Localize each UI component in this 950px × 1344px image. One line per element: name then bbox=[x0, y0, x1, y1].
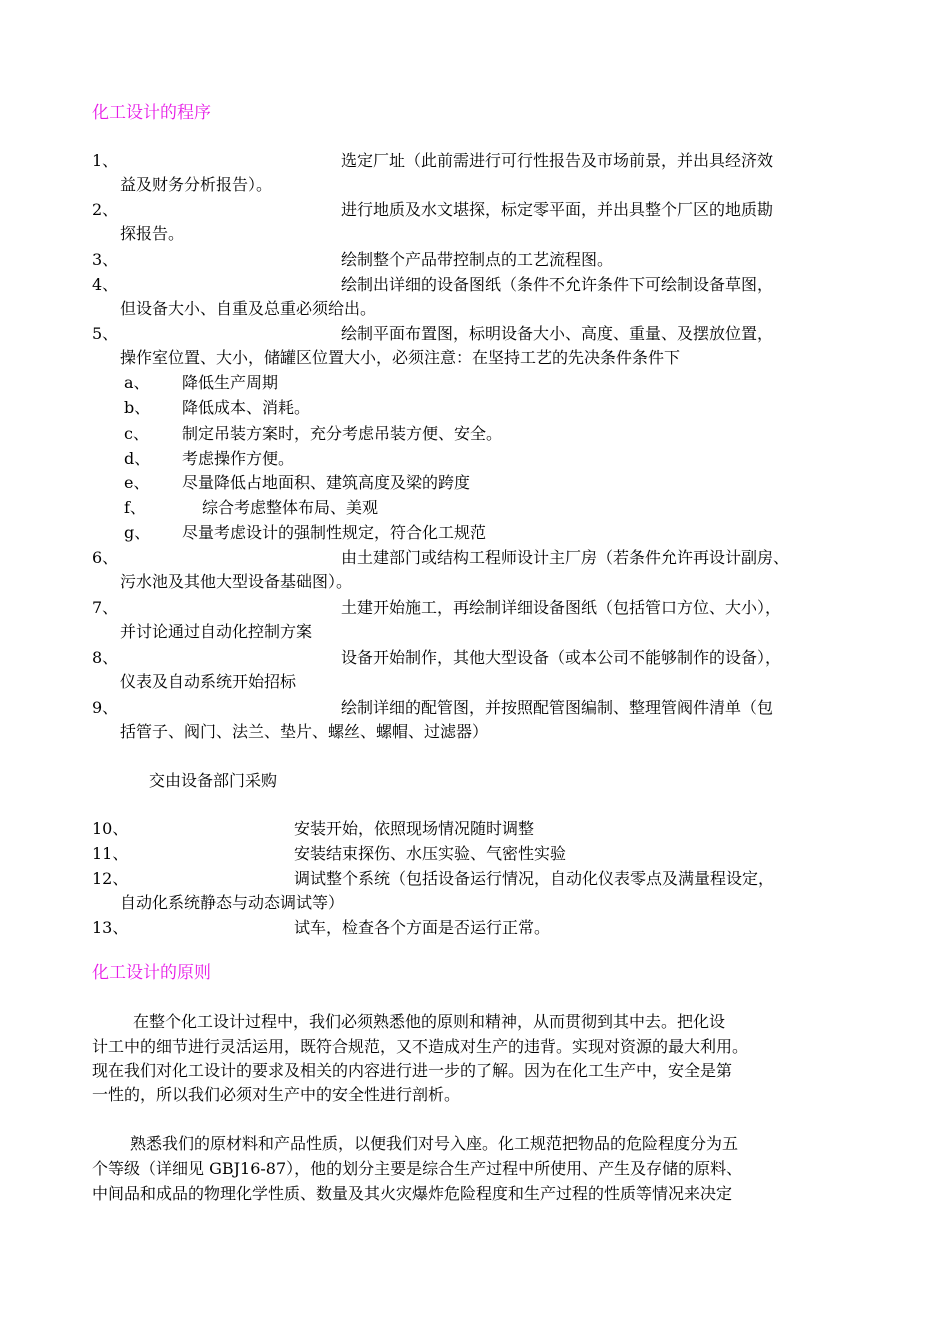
paragraph-line: 计工中的细节进行灵活运用，既符合规范，又不造成对生产的违背。实现对资源的最大利用。 bbox=[92, 1037, 749, 1056]
step-text-continued: 自动化系统静态与动态调试等） bbox=[120, 893, 345, 912]
step-number: 1、 bbox=[92, 151, 119, 170]
procurement-note: 交由设备部门采购 bbox=[149, 771, 278, 790]
subitem-text: 尽量考虑设计的强制性规定，符合化工规范 bbox=[182, 523, 487, 542]
step-number: 11、 bbox=[92, 844, 129, 863]
step-text: 土建开始施工，再绘制详细设备图纸（包括管口方位、大小）， bbox=[341, 598, 782, 617]
step-number: 10、 bbox=[92, 819, 129, 838]
section-title-design-principles: 化工设计的原则 bbox=[92, 963, 211, 983]
paragraph-line: 现在我们对化工设计的要求及相关的内容进行进一步的了解。因为在化工生产中，安全是第 bbox=[92, 1061, 733, 1080]
step-text: 试车，检查各个方面是否运行正常。 bbox=[294, 918, 551, 937]
step-text-continued: 益及财务分析报告）。 bbox=[120, 175, 273, 194]
step-text-continued: 仪表及自动系统开始招标 bbox=[120, 672, 297, 691]
step-number: 3、 bbox=[92, 250, 119, 269]
step-number: 9、 bbox=[92, 698, 119, 717]
paragraph-line: 中间品和成品的物理化学性质、数量及其火灾爆炸危险程度和生产过程的性质等情况来决定 bbox=[92, 1184, 733, 1203]
subitem-text: 降低成本、消耗。 bbox=[182, 398, 311, 417]
subitem-text: 尽量降低占地面积、建筑高度及梁的跨度 bbox=[182, 473, 471, 492]
step-text: 绘制出详细的设备图纸（条件不允许条件下可绘制设备草图， bbox=[341, 275, 774, 294]
subitem-letter: e、 bbox=[124, 473, 150, 492]
subitem-text: 综合考虑整体布局、美观 bbox=[202, 498, 379, 517]
paragraph-line: 在整个化工设计过程中，我们必须熟悉他的原则和精神，从而贯彻到其中去。把化设 bbox=[133, 1012, 726, 1031]
subitem-letter: g、 bbox=[124, 523, 151, 542]
section-title-design-procedure: 化工设计的程序 bbox=[92, 103, 211, 123]
step-text: 绘制整个产品带控制点的工艺流程图。 bbox=[341, 250, 614, 269]
step-number: 13、 bbox=[92, 918, 129, 937]
step-number: 12、 bbox=[92, 869, 129, 888]
paragraph-line: 个等级（详细见 GBJ16-87），他的划分主要是综合生产过程中所使用、产生及存储的原料、 bbox=[92, 1159, 743, 1178]
step-text: 设备开始制作，其他大型设备（或本公司不能够制作的设备）， bbox=[341, 648, 782, 667]
subitem-text: 考虑操作方便。 bbox=[182, 449, 295, 468]
paragraph-line: 熟悉我们的原材料和产品性质，以便我们对号入座。化工规范把物品的危险程度分为五 bbox=[130, 1134, 739, 1153]
step-number: 4、 bbox=[92, 275, 119, 294]
subitem-letter: a、 bbox=[124, 373, 150, 392]
subitem-letter: c、 bbox=[124, 424, 149, 443]
step-number: 5、 bbox=[92, 324, 119, 343]
step-number: 7、 bbox=[92, 598, 119, 617]
step-text: 进行地质及水文堪探，标定零平面，并出具整个厂区的地质勘 bbox=[341, 200, 774, 219]
step-text-continued: 探报告。 bbox=[120, 224, 185, 243]
step-text: 绘制平面布置图，标明设备大小、高度、重量、及摆放位置， bbox=[341, 324, 774, 343]
step-number: 6、 bbox=[92, 548, 119, 567]
step-text-continued: 括管子、阀门、法兰、垫片、螺丝、螺帽、过滤器） bbox=[120, 722, 489, 741]
subitem-text: 制定吊装方案时，充分考虑吊装方便、安全。 bbox=[182, 424, 503, 443]
step-text-continued: 污水池及其他大型设备基础图）。 bbox=[120, 572, 353, 591]
step-text: 调试整个系统（包括设备运行情况，自动化仪表零点及满量程设定， bbox=[294, 869, 775, 888]
subitem-letter: b、 bbox=[124, 398, 151, 417]
subitem-letter: f、 bbox=[124, 498, 146, 517]
step-number: 2、 bbox=[92, 200, 119, 219]
step-text: 由土建部门或结构工程师设计主厂房（若条件允许再设计副房、 bbox=[341, 548, 790, 567]
step-text: 绘制详细的配管图，并按照配管图编制、整理管阀件清单（包 bbox=[341, 698, 774, 717]
step-text-continued: 操作室位置、大小，储罐区位置大小，必须注意：在坚持工艺的先决条件条件下 bbox=[120, 348, 681, 367]
step-text: 选定厂址（此前需进行可行性报告及市场前景，并出具经济效 bbox=[341, 151, 774, 170]
paragraph-line: 一性的，所以我们必须对生产中的安全性进行剖析。 bbox=[92, 1085, 461, 1104]
subitem-letter: d、 bbox=[124, 449, 151, 468]
step-text-continued: 但设备大小、自重及总重必须给出。 bbox=[120, 299, 377, 318]
step-text: 安装结束探伤、水压实验、气密性实验 bbox=[294, 844, 567, 863]
step-text-continued: 并讨论通过自动化控制方案 bbox=[120, 622, 313, 641]
step-number: 8、 bbox=[92, 648, 119, 667]
step-text: 安装开始，依照现场情况随时调整 bbox=[294, 819, 535, 838]
subitem-text: 降低生产周期 bbox=[182, 373, 279, 392]
